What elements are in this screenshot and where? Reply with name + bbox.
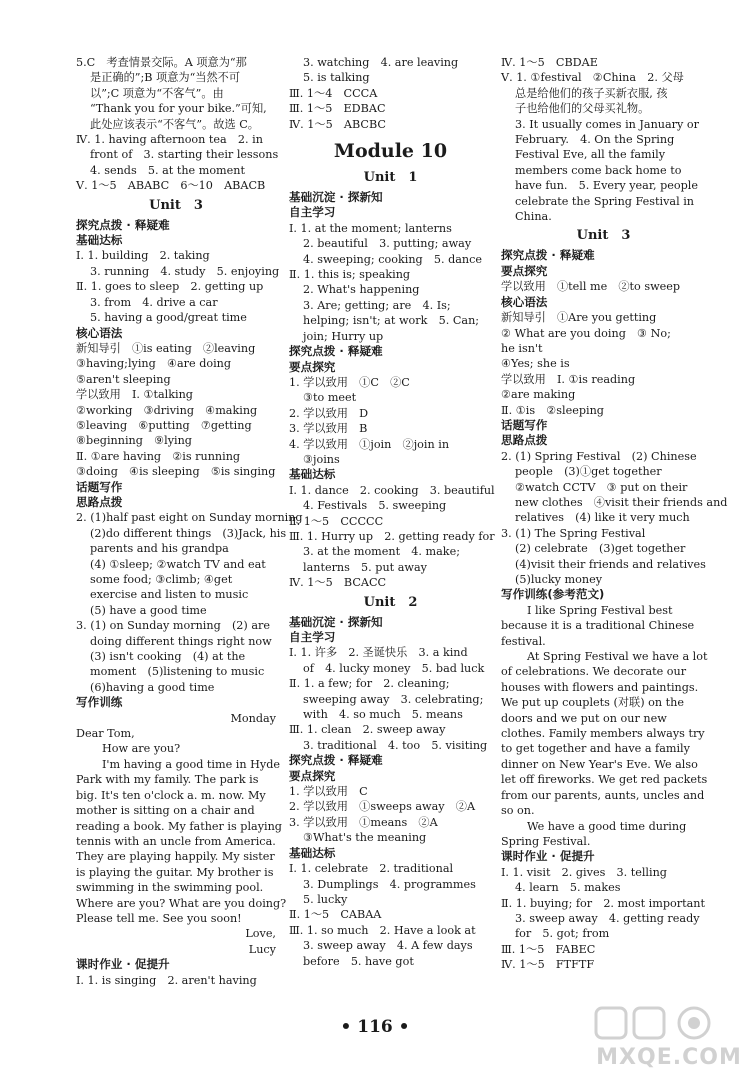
answer-line: Ⅰ. 1. celebrate 2. traditional — [289, 862, 454, 876]
answer-line: of celebrations. We decorate our — [501, 665, 687, 679]
section-heading: 要点探究 — [289, 768, 336, 783]
unit-heading: Unit 2 — [363, 594, 418, 610]
answer-line: ③What's the meaning — [303, 831, 427, 845]
answer-line: Ⅱ. 1. a few; for 2. cleaning; — [289, 677, 450, 691]
answer-line: some food; ③climb; ④get — [90, 573, 233, 586]
section-heading: 思路点拨 — [501, 433, 548, 448]
answer-line: doing different things right now — [90, 634, 272, 648]
answer-line: 1. 学以致用 C — [289, 785, 368, 799]
answer-line: sweeping away 3. celebrating; — [303, 692, 484, 706]
answer-line: moment (5)listening to music — [90, 665, 265, 679]
answer-line: new clothes ④visit their friends and — [515, 495, 728, 509]
answer-line: (4)visit their friends and relatives — [515, 557, 706, 571]
answer-line: We put up couplets (对联) on the — [501, 696, 684, 710]
answer-line: Dear Tom, — [76, 727, 135, 741]
answer-line: 2. What's happening — [303, 283, 420, 297]
section-heading: 基础达标 — [76, 233, 123, 248]
answer-line: ③to meet — [303, 391, 357, 405]
answer-line: Ⅳ. 1～5 BCACC — [289, 576, 387, 590]
answer-line: 3. at the moment 4. make; — [303, 545, 460, 559]
answer-line: (2) celebrate (3)get together — [515, 542, 686, 556]
answer-line: of 4. lucky money 5. bad luck — [303, 661, 485, 675]
answer-line: big. It's ten o'clock a. m. now. My — [76, 788, 266, 802]
answer-line: Ⅲ. 1. Hurry up 2. getting ready for — [289, 529, 495, 543]
answer-line: Ⅳ. 1～5 FTFTF — [501, 958, 595, 972]
answer-line: have fun. 5. Every year, people — [515, 179, 698, 193]
answer-line: 2. (1) Spring Festival (2) Chinese — [501, 449, 697, 463]
section-heading: 课时作业 · 促提升 — [76, 957, 170, 972]
section-heading: 基础沉淀 · 探新知 — [289, 614, 383, 629]
answer-line: Ⅳ. 1～5 CBDAE — [501, 56, 598, 69]
answer-line: because it is a traditional Chinese — [501, 619, 695, 633]
answer-line: 新知导引 ①is eating ②leaving — [76, 341, 256, 355]
answer-line: 此处应该表示“不客气”。故选 C。 — [90, 117, 259, 131]
answer-line: 3. from 4. drive a car — [90, 295, 218, 309]
answer-line: 4. learn 5. makes — [515, 881, 621, 895]
answer-line: (6)having a good time — [90, 680, 215, 694]
answer-line: reading a book. My father is playing — [76, 819, 282, 833]
answer-line: ③doing ④is sleeping ⑤is singing — [76, 465, 276, 479]
answer-line: Ⅲ. 1～5 EDBAC — [289, 102, 386, 116]
answer-line: 3. It usually comes in January or — [515, 117, 699, 131]
answer-line: (5) have a good time — [90, 603, 207, 617]
answer-line: 3. watching 4. are leaving — [303, 56, 459, 69]
watermark-logo-icon — [594, 1004, 744, 1046]
answer-line: 4. Festivals 5. sweeping — [303, 499, 447, 513]
answer-line: (3) isn't cooking (4) at the — [90, 650, 246, 664]
answer-line: ②watch CCTV ③ put on their — [515, 480, 688, 494]
answer-line: Ⅲ. 1. clean 2. sweep away — [289, 723, 446, 737]
answer-line: 学以致用 Ⅰ. ①talking — [76, 388, 193, 402]
unit-heading: Unit 3 — [576, 228, 631, 244]
answer-line: 3. (1) on Sunday morning (2) are — [76, 619, 270, 633]
answer-line: Park with my family. The park is — [76, 773, 259, 787]
answer-line: tennis with an uncle from America. — [76, 834, 276, 848]
module-heading: Module 10 — [333, 140, 448, 163]
answer-line: mother is sitting on a chair and — [76, 804, 255, 818]
answer-line: ③joins — [303, 452, 340, 466]
answer-line: Ⅱ. 1. this is; speaking — [289, 268, 411, 282]
answer-line: 3. traditional 4. too 5. visiting — [303, 738, 488, 752]
section-heading: 基础达标 — [289, 845, 336, 860]
answer-line: 学以致用 ①tell me ②to sweep — [501, 280, 681, 294]
answer-line: houses with flowers and paintings. — [501, 680, 699, 694]
section-heading: 要点探究 — [501, 263, 548, 278]
section-heading: 核心语法 — [501, 294, 548, 309]
answer-line: Ⅰ. 1. building 2. taking — [76, 249, 210, 263]
answer-line: festival. — [501, 634, 546, 648]
section-heading: 话题写作 — [501, 417, 548, 432]
answer-line: Ⅴ. 1～5 ABABC 6～10 ABACB — [76, 179, 266, 193]
answer-line: lanterns 5. put away — [303, 560, 427, 574]
answer-line: helping; isn't; at work 5. Can; — [303, 314, 480, 328]
answer-line: They are playing happily. My sister — [76, 850, 275, 864]
answer-line: swimming in the swimming pool. — [76, 881, 264, 895]
section-heading: 基础达标 — [289, 467, 336, 482]
answer-line: Ⅱ. 1～5 CCCCC — [289, 514, 384, 528]
answer-line: (4) ①sleep; ②watch TV and eat — [90, 557, 266, 571]
answer-line: Ⅱ. ①are having ②is running — [76, 449, 241, 463]
answer-line: 3. sweep away 4. getting ready — [515, 911, 700, 925]
column-left — [76, 55, 303, 988]
answer-line: Festival Eve, all the family — [515, 148, 666, 162]
answer-line: Ⅱ. ①is ②sleeping — [501, 403, 604, 417]
answer-line: 5. is talking — [303, 71, 370, 85]
answer-line: ②working ③driving ④making — [76, 403, 258, 417]
answer-line: 以”;C 项意为“不客气”。由 — [90, 86, 224, 100]
answer-line: China. — [515, 210, 552, 224]
answer-line: Ⅰ. 1. visit 2. gives 3. telling — [501, 865, 667, 879]
section-heading: 探究点拨 · 释疑难 — [289, 344, 383, 359]
answer-line: ③having;lying ④are doing — [76, 357, 232, 371]
answer-line: before 5. have got — [303, 954, 414, 968]
answer-line: 3. running 4. study 5. enjoying — [90, 264, 280, 278]
answer-line: How are you? — [102, 742, 181, 756]
answer-line: is playing the guitar. My brother is — [76, 865, 274, 879]
answer-line: Ⅳ. 1. having afternoon tea 2. in — [76, 133, 263, 147]
answer-line: Ⅰ. 1. 许多 2. 圣诞快乐 3. a kind — [289, 646, 468, 660]
answer-line: I'm having a good time in Hyde — [102, 757, 280, 771]
watermark — [594, 1004, 744, 1070]
section-heading: 话题写作 — [76, 479, 123, 494]
answer-line: clothes. Family members always try — [501, 727, 705, 741]
answer-line: Ⅰ. 1. at the moment; lanterns — [289, 221, 452, 235]
answer-line: relatives (4) like it very much — [515, 511, 690, 525]
answer-line: Ⅱ. 1～5 CABAA — [289, 908, 382, 922]
answer-line: “Thank you for your bike.”可知, — [90, 102, 267, 116]
answer-line: 3. 学以致用 ①means ②A — [289, 815, 438, 829]
answer-line: ④Yes; she is — [501, 357, 570, 371]
answer-line: Lucy — [248, 942, 276, 956]
answer-line: Ⅲ. 1～5 FABEC — [501, 942, 596, 956]
section-heading: 写作训练 — [76, 695, 123, 710]
answer-line: Ⅱ. 1. goes to sleep 2. getting up — [76, 280, 264, 294]
answer-line: dinner on New Year's Eve. We also — [501, 757, 698, 771]
section-heading: 自主学习 — [289, 205, 336, 220]
answer-line: ⑤leaving ⑥putting ⑦getting — [76, 418, 252, 432]
answer-line: parents and his grandpa — [90, 542, 229, 556]
answer-line: 4. sends 5. at the moment — [90, 163, 245, 177]
answer-line: 2. beautiful 3. putting; away — [303, 237, 472, 251]
answer-line: We have a good time during — [527, 819, 687, 833]
answer-line: Spring Festival. — [501, 834, 591, 848]
answer-line: for 5. got; from — [515, 927, 610, 941]
answer-line: exercise and listen to music — [90, 588, 249, 602]
column-middle — [289, 55, 495, 969]
answer-line: Ⅰ. 1. is singing 2. aren't having — [76, 973, 257, 987]
column-right — [501, 55, 728, 973]
section-heading: 写作训练(参考范文) — [501, 587, 605, 602]
answer-line: 5. having a good/great time — [90, 311, 247, 325]
watermark-url: MXQE.COM — [596, 1045, 742, 1070]
answer-line: Ⅰ. 1. dance 2. cooking 3. beautiful — [289, 483, 495, 497]
answer-line: February. 4. On the Spring — [515, 133, 675, 147]
answer-line: 子也给他们的父母买礼物。 — [515, 102, 650, 116]
answer-line: 总是给他们的孩子买新衣服, 孩 — [515, 86, 668, 100]
answer-line: 5.C 考查情景交际。A 项意为“那 — [76, 56, 247, 69]
answer-line: 2. 学以致用 ①sweeps away ②A — [289, 800, 476, 814]
answer-line: (2)do different things (3)Jack, his — [90, 526, 287, 540]
answer-line: 5. lucky — [303, 892, 348, 906]
answer-line: Monday — [230, 711, 276, 725]
answer-line: doors and we put on our new — [501, 711, 667, 725]
answer-line: 4. 学以致用 ①join ②join in — [289, 437, 450, 451]
answer-line: 1. 学以致用 ①C ②C — [289, 375, 410, 389]
answer-line: 3. (1) The Spring Festival — [501, 526, 646, 540]
section-heading: 探究点拨 · 释疑难 — [501, 248, 595, 263]
answer-line: front of 3. starting their lessons — [90, 148, 279, 162]
answer-line: 学以致用 Ⅰ. ①is reading — [501, 372, 636, 386]
answer-line: I like Spring Festival best — [527, 603, 673, 617]
answer-line: with 4. so much 5. means — [303, 708, 463, 722]
section-heading: 探究点拨 · 释疑难 — [76, 217, 170, 232]
answer-line: 4. sweeping; cooking 5. dance — [303, 252, 483, 266]
section-heading: 基础沉淀 · 探新知 — [289, 190, 383, 205]
answer-line: members come back home to — [515, 163, 682, 177]
unit-heading: Unit 3 — [149, 197, 203, 213]
section-heading: 课时作业 · 促提升 — [501, 849, 595, 864]
answer-line: 3. 学以致用 B — [289, 422, 368, 436]
answer-line: celebrate the Spring Festival in — [515, 194, 694, 208]
answer-line: 2. 学以致用 D — [289, 406, 369, 420]
answer-line: so on. — [501, 804, 535, 818]
answer-line: people (3)①get together — [515, 465, 662, 479]
answer-line: 3. sweep away 4. A few days — [303, 939, 473, 953]
answer-line: join; Hurry up — [303, 329, 384, 343]
answer-line: ②are making — [501, 388, 576, 402]
answer-line: Love, — [245, 927, 276, 941]
unit-heading: Unit 1 — [363, 170, 418, 186]
answer-line: 3. Are; getting; are 4. Is; — [303, 298, 451, 312]
answer-line: Ⅳ. 1～5 ABCBC — [289, 117, 386, 131]
answer-line: 2. (1)half past eight on Sunday morning — [76, 511, 303, 525]
section-heading: 核心语法 — [76, 325, 123, 340]
section-heading: 思路点拨 — [76, 494, 123, 509]
answer-line: he isn't — [501, 341, 543, 355]
answer-line: Ⅲ. 1～4 CCCA — [289, 86, 378, 100]
answer-line: ⑤aren't sleeping — [76, 372, 171, 386]
answer-line: Where are you? What are you doing? — [76, 896, 287, 910]
answer-line: Please tell me. See you soon! — [76, 911, 242, 925]
answer-line: 3. Dumplings 4. programmes — [303, 877, 476, 891]
answer-line: Ⅴ. 1. ①festival ②China 2. 父母 — [501, 71, 684, 85]
answer-line: let off fireworks. We get red packets — [501, 773, 708, 787]
answer-line: 是正确的”;B 项意为“当然不可 — [90, 71, 241, 85]
answer-line: Ⅱ. 1. buying; for 2. most important — [501, 896, 705, 910]
answer-line: 新知导引 ①Are you getting — [501, 311, 657, 325]
answer-line: to get together and have a family — [501, 742, 690, 756]
page-number: • 116 • — [340, 1017, 410, 1037]
answer-line: ⑧beginning ⑨lying — [76, 434, 192, 448]
section-heading: 自主学习 — [289, 630, 336, 644]
answer-line: from our parents, aunts, uncles and — [501, 788, 705, 802]
answer-line: Ⅲ. 1. so much 2. Have a look at — [289, 923, 476, 937]
section-heading: 探究点拨 · 释疑难 — [289, 753, 383, 768]
answer-line: ② What are you doing ③ No; — [501, 326, 671, 340]
answer-line: (5)lucky money — [515, 573, 603, 586]
answer-line: At Spring Festival we have a lot — [527, 650, 708, 664]
section-heading: 要点探究 — [289, 359, 336, 374]
